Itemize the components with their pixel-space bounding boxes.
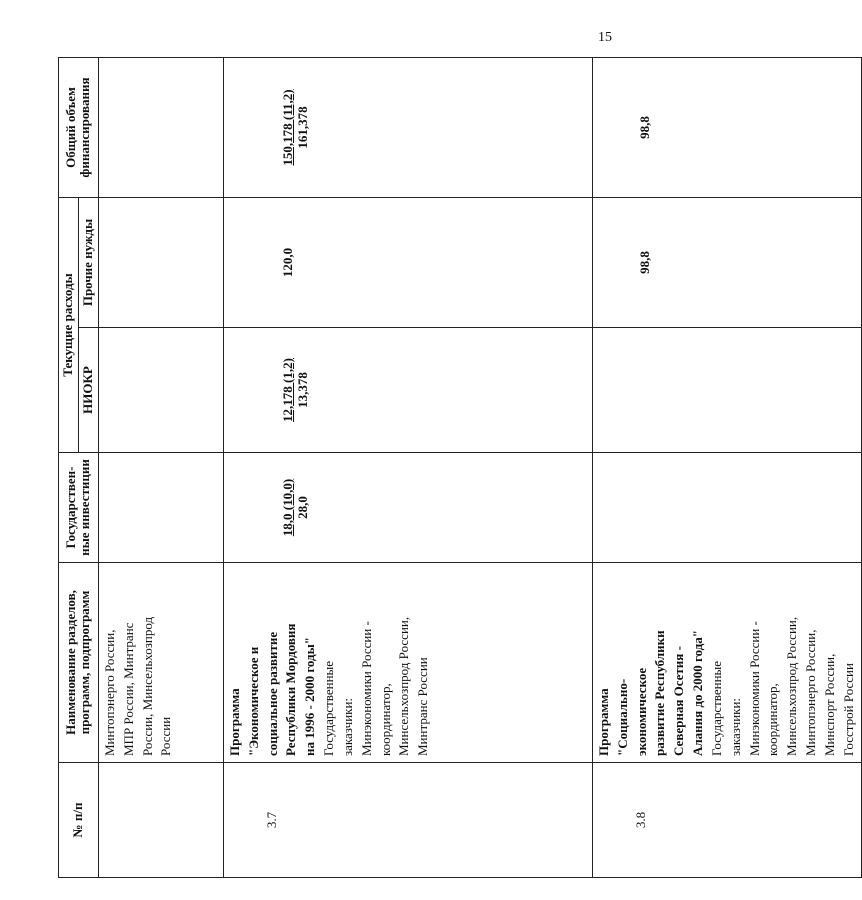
header-name: Наименование разделов, программ, подпрограмм bbox=[59, 563, 99, 763]
name-line: Минсельхозпрод России, bbox=[784, 616, 800, 756]
row-name bbox=[98, 563, 223, 763]
name-line: Государственные bbox=[321, 660, 337, 756]
row-other bbox=[592, 198, 861, 328]
row-other bbox=[223, 198, 592, 328]
name-line: Минтопэнерго России, bbox=[101, 629, 117, 756]
row-total bbox=[98, 58, 223, 198]
niokr-value-2: 13,378 bbox=[295, 372, 311, 408]
name-line: Минэкономики России - bbox=[358, 621, 374, 756]
row-investments bbox=[223, 453, 592, 563]
row-investments bbox=[592, 453, 861, 563]
table-row bbox=[223, 58, 592, 878]
name-line: Минспорт России, bbox=[822, 653, 837, 756]
other-value: 120,0 bbox=[279, 247, 295, 278]
name-line: заказчики: bbox=[339, 697, 355, 756]
header-num: № п/п bbox=[59, 763, 99, 878]
program-title-line: Программа bbox=[226, 688, 242, 756]
table-row bbox=[98, 58, 223, 878]
row-niokr bbox=[592, 328, 861, 453]
program-title-line: социальное развитие bbox=[264, 631, 280, 756]
name-line: Минсельхозпрод России, bbox=[396, 616, 412, 756]
table-row bbox=[592, 58, 861, 878]
investments-value: 18,0 (10,0) bbox=[279, 478, 295, 537]
row-niokr bbox=[223, 328, 592, 453]
program-title-line: Республики Мордовия bbox=[283, 623, 299, 756]
total-value: 98,8 bbox=[636, 116, 652, 139]
total-value: 150,178 (11,2) bbox=[279, 89, 295, 166]
name-line: координатор, bbox=[377, 683, 393, 756]
row-niokr bbox=[98, 328, 223, 453]
program-title-line: Программа bbox=[595, 688, 611, 756]
program-title-line: Северная Осетия - bbox=[671, 646, 687, 756]
name-line: МПР России, Минтранс bbox=[120, 622, 136, 756]
other-value: 98,8 bbox=[636, 251, 652, 274]
row-name bbox=[223, 563, 592, 763]
financing-table bbox=[58, 57, 862, 878]
program-title-line: на 1996 - 2000 годы" bbox=[302, 637, 318, 756]
name-line: Госстрой России bbox=[840, 663, 856, 756]
header-investments: Государствен-ные инвестиции bbox=[59, 453, 99, 563]
program-title-line: "Социально- bbox=[614, 678, 630, 756]
row-num: 3.7 bbox=[223, 763, 592, 878]
name-line: России bbox=[158, 716, 174, 756]
row-total bbox=[592, 58, 861, 198]
name-line: Минтранс России bbox=[415, 657, 431, 756]
header-current: Текущие расходы bbox=[59, 198, 79, 453]
row-investments bbox=[98, 453, 223, 563]
name-line: Минэкономики России - bbox=[746, 621, 762, 756]
row-num bbox=[98, 763, 223, 878]
row-total bbox=[223, 58, 592, 198]
name-line: России, Минсельхозпрод bbox=[139, 616, 155, 756]
header-other: Прочие нужды bbox=[78, 198, 98, 328]
rotated-table-container bbox=[58, 58, 856, 878]
header-niokr: НИОКР bbox=[78, 328, 98, 453]
niokr-value: 12,178 (1,2) bbox=[279, 358, 295, 422]
header-total: Общий объем финансирования bbox=[59, 58, 99, 198]
name-line: Государственные bbox=[708, 660, 724, 756]
row-num: 3.8 bbox=[592, 763, 861, 878]
total-value-2: 161,378 bbox=[295, 106, 311, 149]
program-title-line: "Экономическое и bbox=[245, 646, 261, 756]
investments-value-2: 28,0 bbox=[295, 496, 311, 519]
row-name bbox=[592, 563, 861, 763]
row-other bbox=[98, 198, 223, 328]
name-line: Минтопэнерго России, bbox=[803, 629, 819, 756]
page-number: 15 bbox=[598, 30, 612, 45]
program-title-line: экономическое bbox=[633, 667, 649, 756]
name-line: заказчики: bbox=[727, 697, 743, 756]
program-title-line: развитие Республики bbox=[652, 630, 668, 756]
name-line: координатор, bbox=[765, 683, 781, 756]
program-title-line: Алания до 2000 года" bbox=[690, 629, 706, 756]
